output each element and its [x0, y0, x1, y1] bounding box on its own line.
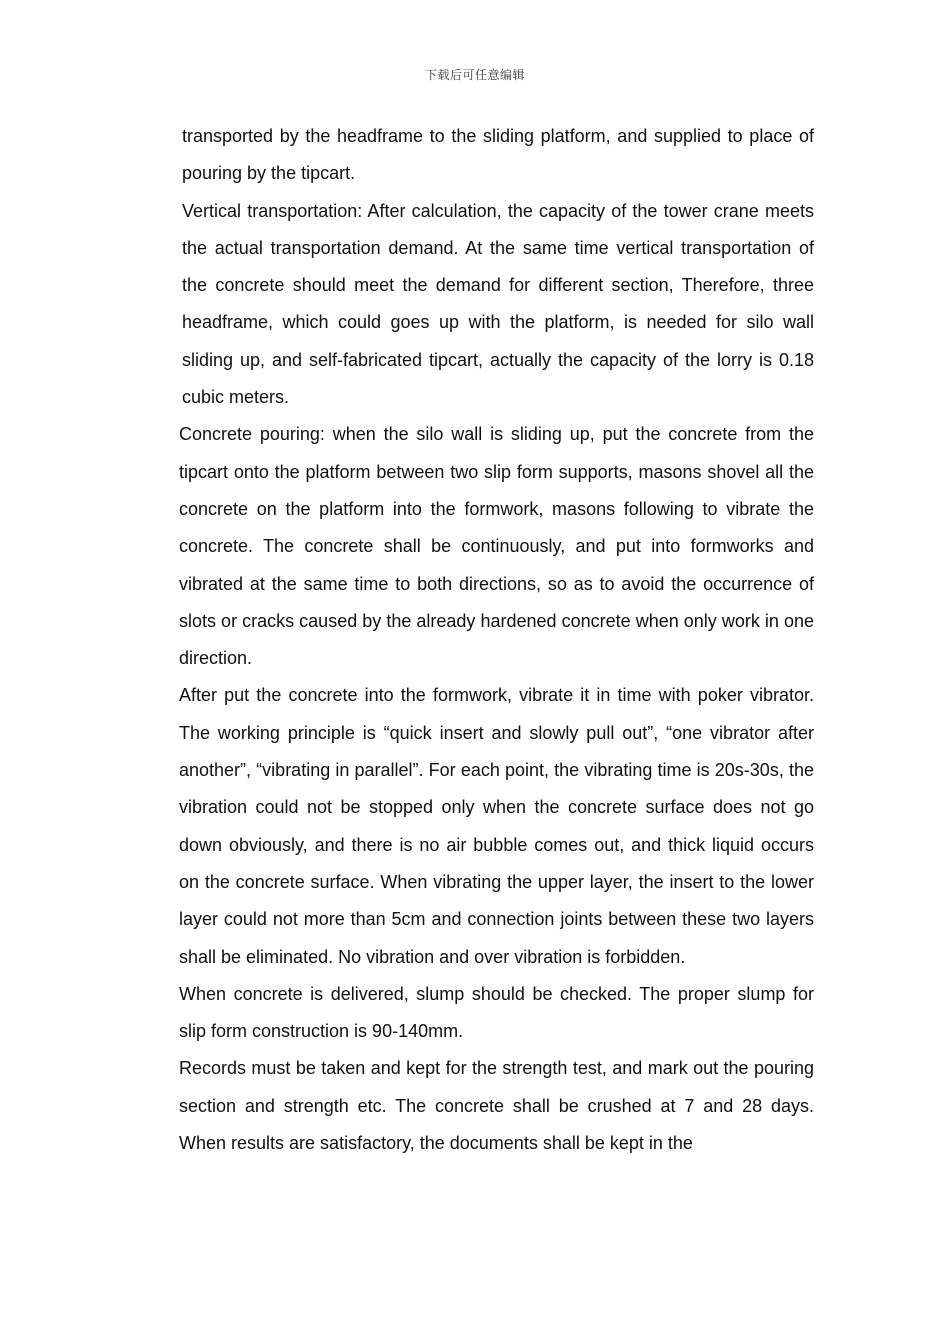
paragraph-vibration: After put the concrete into the formwork, vibrate it in time with poker vibrator. The working principle is “quick insert and slowly pull out”, “one vibrator after another”, “vibrating in parallel”. For each point, the vibrating time is 20s-30s, the vibration could not be stopped only when the concrete surface does not go down obviously, and there is no air bubble comes out, and thick liquid occurs on the concrete surface. When vibrating the upper layer, the insert to the lower layer could not more than 5cm and connection joints between these two layers shall be eliminated. No vibration and over vibration is forbidden. [179, 685, 814, 967]
paragraph-vertical-transportation: Vertical transportation: After calculation, the capacity of the tower crane meets the actual transportation demand. At the same time vertical transportation of the concrete should meet the demand for different section, Therefore, three headframe, which could goes up with the platform, is needed for silo wall sliding up, and self-fabricated tipcart, actually the capacity of the lorry is 0.18 cubic meters. [182, 200, 814, 408]
paragraph-transport-continued: transported by the headframe to the sliding platform, and supplied to place of pouring by the tipcart. [182, 126, 814, 184]
paragraph-slump-check: When concrete is delivered, slump should be checked. The proper slump for slip form construction is 90-140mm. [179, 983, 814, 1042]
paragraph-concrete-pouring: Concrete pouring: when the silo wall is sliding up, put the concrete from the tipcart onto the platform between two slip form supports, masons shovel all the concrete on the platform into the formwork, masons following to vibrate the concrete. The concrete shall be continuously, and put into formworks and vibrated at the same time to both directions, so as to avoid the occurrence of slots or cracks caused by the already hardened concrete when only work in one direction. [179, 424, 814, 669]
document-body [179, 118, 814, 1162]
page-header-watermark: 下载后可任意编辑 [424, 68, 525, 82]
paragraph-strength-records: Records must be taken and kept for the strength test, and mark out the pouring section and strength etc. The concrete shall be crushed at 7 and 28 days. When results are satisfactory, the documents shall be kept in the [179, 1058, 814, 1154]
